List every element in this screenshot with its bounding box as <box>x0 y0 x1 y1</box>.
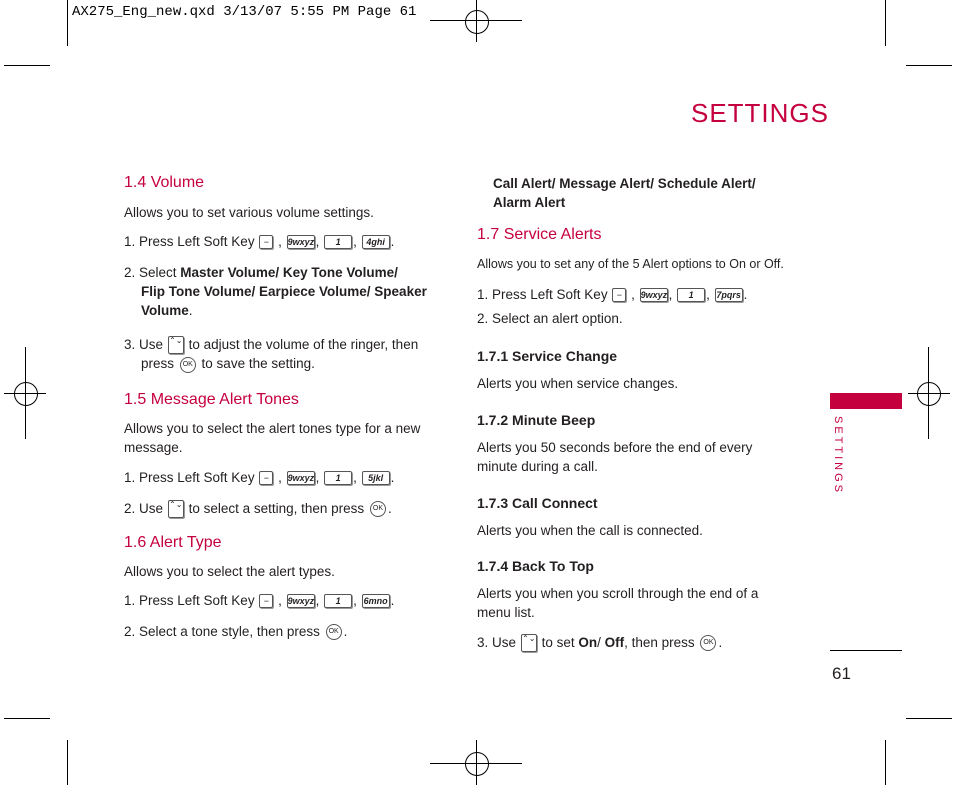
ok-key-icon: OK <box>326 624 342 640</box>
registration-mark <box>465 752 489 776</box>
section-heading-service-alerts: 1.7 Service Alerts <box>477 226 602 243</box>
key-1-icon: 1 <box>677 288 705 302</box>
paragraph: Alerts you when service changes. <box>477 376 679 391</box>
separator: / <box>597 635 601 650</box>
key-5-icon: 5jkl <box>362 471 390 485</box>
step-text: 1. Press Left Soft Key <box>124 593 255 608</box>
paragraph <box>477 438 752 476</box>
option-off: Off <box>604 635 625 650</box>
step: 2. Select Master Volume/ Key Tone Volume/ Flip Tone Volume/ Earpiece Volume/ Speaker Volume. <box>124 265 427 318</box>
step-text: 2. Select a tone style, then press <box>124 624 320 639</box>
registration-mark <box>465 10 489 34</box>
print-header: AX275_Eng_new.qxd 3/13/07 5:55 PM Page 61 <box>72 4 417 20</box>
key-9-icon: 9wxyz <box>287 596 315 607</box>
page-number: 61 <box>832 664 851 683</box>
key-4-icon: 4ghi <box>362 235 390 249</box>
crop-mark <box>4 718 50 719</box>
step-text: 1. Press Left Soft Key <box>124 470 255 485</box>
soft-key-icon: − <box>259 235 273 249</box>
nav-key-icon: ⌃⌄ <box>521 634 537 652</box>
option-list <box>493 174 756 212</box>
option-list: Master Volume/ Key Tone Volume/ <box>180 265 398 280</box>
option-line: Call Alert/ Message Alert/ Schedule Alert/ <box>493 176 756 191</box>
soft-key-icon: − <box>612 288 626 302</box>
paragraph-line: Allows you to select the alert tones type for a new <box>124 421 421 436</box>
paragraph: Allows you to select the alert types. <box>124 564 335 579</box>
step-text: 1. Press Left Soft Key <box>124 234 255 249</box>
section-tab-bar <box>830 393 902 409</box>
step: 3. Use ⌃⌄ to set On/ Off, then press OK . <box>477 633 722 652</box>
subheading-back-to-top: 1.7.4 Back To Top <box>477 558 594 574</box>
option-list: Flip Tone Volume/ Earpiece Volume/ Speaker <box>141 284 427 299</box>
crop-mark <box>67 0 68 46</box>
step-text: to select a setting, then press <box>188 501 365 516</box>
step-text: to save the setting. <box>201 356 315 372</box>
step-text: press <box>141 356 175 372</box>
key-6-icon: 6mno <box>363 596 388 607</box>
divider <box>830 650 902 651</box>
paragraph: Allows you to set any of the 5 Alert options to On or Off. <box>477 257 784 271</box>
step: 1. Press Left Soft Key − , 9wxyz, 1 , 7pqrs . <box>477 287 748 302</box>
key-7-icon: 7pqrs <box>716 290 741 301</box>
option-list: Volume <box>141 303 189 318</box>
paragraph <box>477 584 758 622</box>
side-label: SETTINGS <box>832 416 844 496</box>
step: 1. Press Left Soft Key − , 9wxyz, 1 , 4ghi . <box>124 234 395 249</box>
crop-mark <box>908 393 950 394</box>
step-text: 2. Select <box>124 265 177 280</box>
subheading-service-change: 1.7.1 Service Change <box>477 348 618 364</box>
crop-mark <box>906 65 952 66</box>
step-text: to adjust the volume of the ringer, then <box>188 337 419 352</box>
section-heading-volume: 1.4 Volume <box>124 174 205 191</box>
crop-mark <box>430 763 522 764</box>
paragraph-line: message. <box>124 440 183 455</box>
ok-key-icon: OK <box>700 635 716 651</box>
key-9-icon: 9wxyz <box>287 473 315 484</box>
paragraph: Alerts you when the call is connected. <box>477 523 703 538</box>
ok-key-icon: OK <box>370 501 386 517</box>
step: 1. Press Left Soft Key − , 9wxyz, 1 , 6mno . <box>124 593 395 608</box>
paragraph <box>124 419 420 457</box>
step-text: 3. Use <box>477 635 517 650</box>
registration-mark <box>917 382 941 406</box>
ok-key-icon: OK <box>180 357 196 373</box>
step: 1. Press Left Soft Key − , 9wxyz, 1 , 5jkl . <box>124 470 395 485</box>
step-text: 3. Use <box>124 337 164 352</box>
step-text: 1. Press Left Soft Key <box>477 287 608 302</box>
option-line: Alarm Alert <box>493 195 566 210</box>
nav-key-icon: ⌃⌄ <box>168 500 184 518</box>
subheading-minute-beep: 1.7.2 Minute Beep <box>477 412 596 428</box>
step-text: , then press <box>624 635 695 650</box>
paragraph-line: Alerts you 50 seconds before the end of every <box>477 440 753 455</box>
key-9-icon: 9wxyz <box>640 290 668 301</box>
key-9-icon: 9wxyz <box>287 237 315 248</box>
crop-mark <box>4 65 50 66</box>
paragraph-line: Alerts you when you scroll through the end of a <box>477 586 759 601</box>
soft-key-icon: − <box>259 594 273 608</box>
step: 2. Use ⌃⌄ to select a setting, then press OK . <box>124 499 392 518</box>
step: 2. Select a tone style, then press OK . <box>124 624 348 639</box>
section-heading-alert-type: 1.6 Alert Type <box>124 534 222 551</box>
crop-mark <box>885 740 886 785</box>
key-1-icon: 1 <box>324 594 352 608</box>
crop-mark <box>67 740 68 785</box>
step <box>124 335 434 373</box>
soft-key-icon: − <box>259 471 273 485</box>
step-text: to set <box>541 635 575 650</box>
crop-mark <box>430 20 522 21</box>
key-1-icon: 1 <box>324 471 352 485</box>
nav-key-icon: ⌃⌄ <box>168 336 184 354</box>
crop-mark <box>4 393 46 394</box>
crop-mark <box>476 0 477 42</box>
subheading-call-connect: 1.7.3 Call Connect <box>477 495 598 511</box>
section-heading-message-alert-tones: 1.5 Message Alert Tones <box>124 391 299 408</box>
crop-mark <box>906 718 952 719</box>
page-title: SETTINGS <box>690 98 829 128</box>
registration-mark <box>14 382 38 406</box>
paragraph-line: minute during a call. <box>477 459 598 474</box>
option-on: On <box>578 635 598 650</box>
paragraph-line: menu list. <box>477 605 535 620</box>
step: 2. Select an alert option. <box>477 311 623 326</box>
key-1-icon: 1 <box>324 235 352 249</box>
paragraph: Allows you to set various volume settings. <box>124 205 374 220</box>
crop-mark <box>885 0 886 46</box>
step-text: 2. Use <box>124 501 164 516</box>
